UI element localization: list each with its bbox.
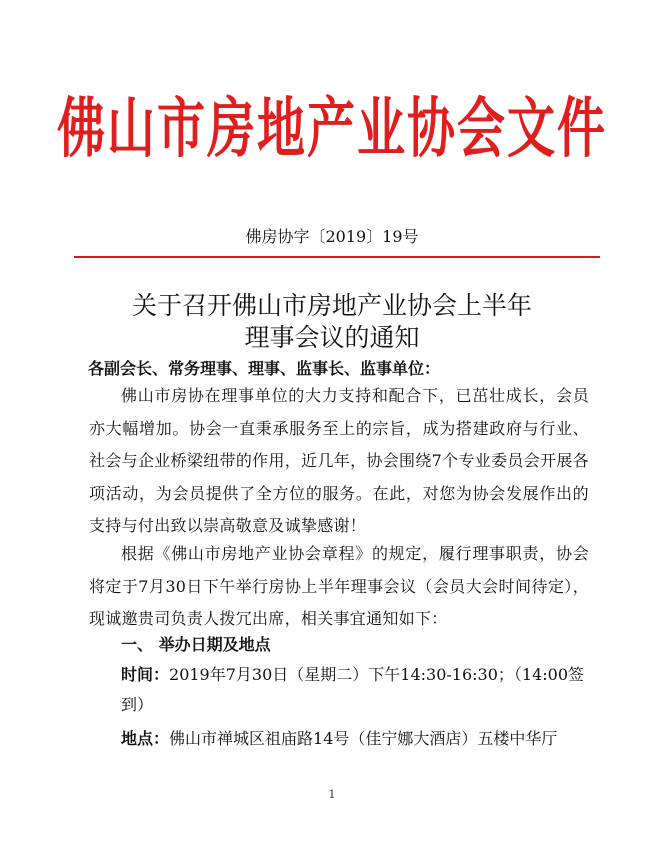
notice-title-line-1: 关于召开佛山市房地产业协会上半年 xyxy=(131,291,532,320)
page-number: 1 xyxy=(328,788,336,801)
place-value: 佛山市禅城区祖庙路14号（佳宁娜大酒店）五楼中华厅 xyxy=(169,729,558,748)
meeting-place xyxy=(121,726,591,749)
time-value: 2019年7月30日（星期二）下午14:30-16:30；（14:00签到） xyxy=(121,665,585,714)
notice-title-line-2: 理事会议的通知 xyxy=(244,323,420,352)
meeting-time xyxy=(121,660,591,720)
paragraph-meeting: 根据《佛山市房地产业协会章程》的规定，履行理事职责，协会将定于7月30日下午举行房协上半年理事会议（会员大会时间待定），现诚邀贵司负责人拨冗出席，相关事宜通知如下： xyxy=(89,544,589,628)
place-label: 地点： xyxy=(121,729,170,748)
paragraph-intro: 佛山市房协在理事单位的大力支持和配合下，已茁壮成长，会员亦大幅增加。协会一直秉承服务至上的宗旨，成为搭建政府与行业、社会与企业桥梁纽带的作用，近几年，协会围绕7个专业委员会开展各项活动，为会员提供了全方位的服务。在此，对您为协会发展作出的支持与付出致以崇高敬意及诚挚感谢！ xyxy=(89,386,589,535)
red-divider-rule xyxy=(74,256,600,258)
time-label: 时间： xyxy=(121,665,170,684)
section-heading-date-place: 一、 举办日期及地点 xyxy=(121,635,271,654)
org-header-title: 佛山市房地产业协会文件 xyxy=(56,90,607,167)
document-number: 佛房协字〔2019〕19号 xyxy=(245,227,419,246)
salutation: 各副会长、常务理事、理事、监事长、监事单位： xyxy=(88,359,441,378)
